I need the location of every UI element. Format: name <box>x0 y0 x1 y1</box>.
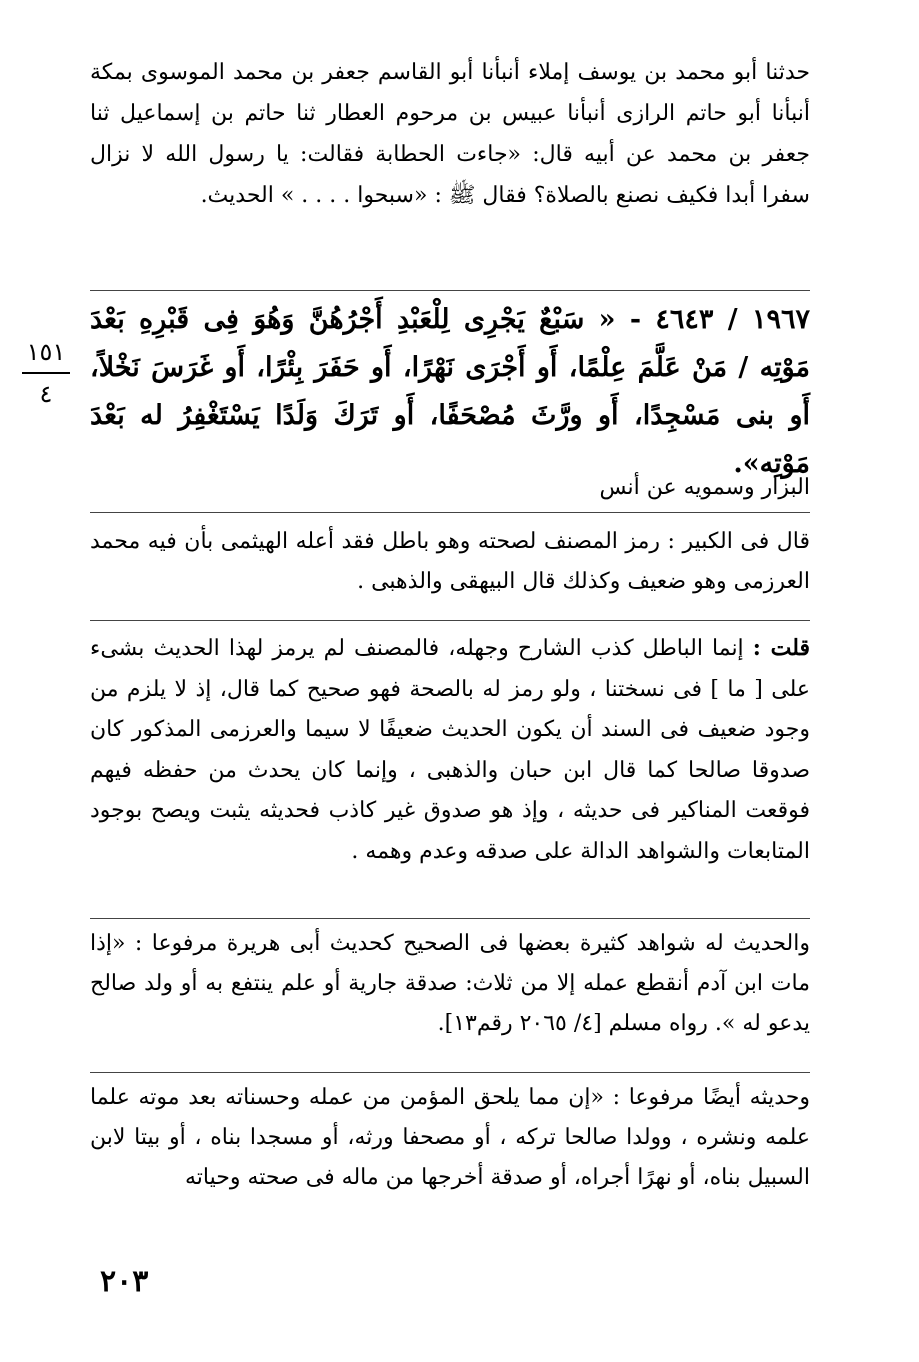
margin-reference-line <box>22 372 70 374</box>
qultu-text: إنما الباطل كذب الشارح وجهله، فالمصنف لم يرمز لهذا الحديث بشىء على [ ما ] فى نسختنا ، ولو رمز له بالصحة فهو صحيح كما قال، إذ لا يلزم من وجود ضعيف فى السند أن يكون الحديث ضعيفًا لا سيما والعرزمى المذكور كان صدوقا صالحا كما قال ابن حبان والذهبى ، وإنما كان يحدث من حفظه فيهم فوقعت المناكير فى حديثه ، وإذ هو صدوق غير كاذب فحديثه يثبت ويصح بوجود المتابعات والشواهد الدالة على صدقه وعدم وهمه . <box>90 636 810 864</box>
hadith-source: البزار وسمويه عن أنس <box>599 475 810 500</box>
intro-text: حدثنا أبو محمد بن يوسف إملاء أنبأنا أبو القاسم جعفر بن محمد الموسوى بمكة أنبأنا أبو حاتم الرازى أنبأنا عبيس بن مرحوم العطار ثنا حاتم بن إسماعيل ثنا جعفر بن محمد عن أبيه قال: «جاءت الحطابة فقالت: يا رسول الله لا نزال سفرا أبدا فكيف نصنع بالصلاة؟ فقال ﷺ : «سبحوا . . . . » الحديث. <box>90 60 810 208</box>
hadith-text: ١٩٦٧ / ٤٦٤٣ - « سَبْعٌ يَجْرِى لِلْعَبْدِ أَجْرُهُنَّ وَهُوَ فِى قَبْرِهِ بَعْدَ مَوْتِه / مَنْ عَلَّمَ عِلْمًا، أَو أَجْرَى نَهْرًا، أَو حَفَرَ بِئْرًا، أَو غَرَسَ نَخْلاً، أَو بنى مَسْجِدًا، أَو ورَّثَ مُصْحَفًا، أَو تَرَكَ وَلَدًا يَسْتَغْفِرُ له بَعْدَ مَوْتِه». <box>90 304 810 479</box>
margin-reference <box>18 338 74 408</box>
margin-reference-top: ١٥١ <box>26 338 66 366</box>
shawahid-paragraph <box>90 924 810 1044</box>
divider <box>90 620 810 621</box>
shawahid-text: والحديث له شواهد كثيرة بعضها فى الصحيح كحديث أبى هريرة مرفوعا : «إذا مات ابن آدم أنقطع عمله إلا من ثلاث: صدقة جارية أو علم ينتفع به أو ولد صالح يدعو له ». رواه مسلم [٤/ ٢٠٦٥ رقم١٣]. <box>90 931 810 1036</box>
qultu-paragraph <box>90 628 810 872</box>
margin-reference-bottom: ٤ <box>39 380 53 408</box>
divider <box>90 918 810 919</box>
intro-paragraph <box>90 52 810 216</box>
divider <box>90 290 810 291</box>
divider <box>90 1072 810 1073</box>
kabir-paragraph <box>90 522 810 602</box>
kabir-text: قال فى الكبير : رمز المصنف لصحته وهو باطل فقد أعله الهيثمى بأن فيه محمد العرزمى وهو ضعيف وكذلك قال البيهقى والذهبى . <box>90 529 810 594</box>
page-number: ٢٠٣ <box>100 1264 149 1299</box>
divider <box>90 512 810 513</box>
hadith2-paragraph <box>90 1078 810 1198</box>
hadith2-text: وحديثه أيضًا مرفوعا : «إن مما يلحق المؤمن من عمله وحسناته بعد موته علما علمه ونشره ، وولدا صالحا تركه ، أو مصحفا ورثه، أو مسجدا بناه ، أو بيتا لابن السبيل بناه، أو نهرًا أجراه، أو صدقة أخرجها من ماله فى صحته وحياته <box>90 1085 810 1190</box>
qultu-label: قلت : <box>752 635 810 661</box>
